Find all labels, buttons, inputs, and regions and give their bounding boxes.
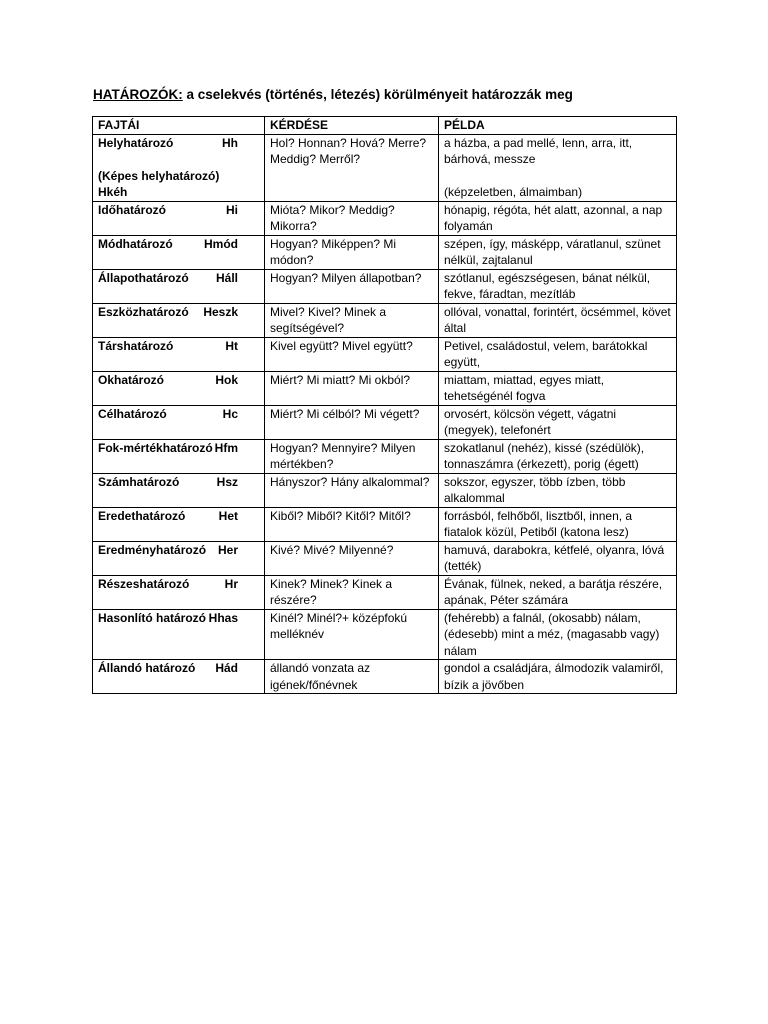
grammar-table (92, 116, 677, 694)
example-cell: forrásból, felhőből, lisztből, innen, a fiatalok közül, Petiből (katona lesz) (439, 507, 677, 541)
heading-text: a cselekvés (történés, létezés) körülményeit határozzák meg (182, 87, 573, 102)
type-sub-name: (Képes helyhatározó) (98, 168, 220, 183)
question-cell: Kivel együtt? Mivel együtt? (265, 337, 439, 371)
column-header-type: FAJTÁI (93, 117, 265, 135)
column-header-example: PÉLDA (439, 117, 677, 135)
question-cell: Hányszor? Hány alkalommal? (265, 473, 439, 507)
question-cell: Hogyan? Miképpen? Mi módon? (265, 235, 439, 269)
table-row (93, 405, 677, 439)
example-cell: Évának, fülnek, neked, a barátja részére, apának, Péter számára (439, 575, 677, 609)
type-name: Helyhatározó (98, 135, 174, 150)
example-cell: (fehérebb) a falnál, (okosabb) nálam, (édesebb) mint a méz, (magasabb vagy) nálam (439, 609, 677, 660)
type-sub-abbr: Hkéh (98, 185, 128, 199)
type-name: Fok-mértékhatározó (98, 440, 213, 455)
table-row (93, 303, 677, 337)
type-abbr: Hh (222, 135, 238, 150)
type-cell (93, 575, 265, 609)
type-cell (93, 405, 265, 439)
type-name: Eredményhatározó (98, 542, 207, 557)
table-row (93, 507, 677, 541)
type-name: Eredethatározó (98, 508, 186, 523)
question-cell: Kivé? Mivé? Milyenné? (265, 541, 439, 575)
type-abbr: Hok (215, 372, 238, 387)
table-row (93, 439, 677, 473)
table-row (93, 609, 677, 660)
type-abbr: Hmód (204, 236, 238, 251)
type-cell (93, 507, 265, 541)
type-cell (93, 541, 265, 575)
type-name: Okhatározó (98, 372, 165, 387)
example-text: a házba, a pad mellé, lenn, arra, itt, bárhová, messze (444, 135, 633, 166)
page-heading (93, 87, 573, 102)
type-name: Társhatározó (98, 338, 174, 353)
column-header-question: KÉRDÉSE (265, 117, 439, 135)
table-row (93, 473, 677, 507)
type-name: Módhatározó (98, 236, 173, 251)
type-name: Számhatározó (98, 474, 180, 489)
type-cell (93, 337, 265, 371)
type-abbr: Ht (225, 338, 238, 353)
example-cell: gondol a családjára, álmodozik valamiről, bízik a jövőben (439, 660, 677, 694)
type-abbr: Hsz (216, 474, 238, 489)
table-row (93, 575, 677, 609)
type-abbr: Het (218, 508, 238, 523)
type-cell (93, 660, 265, 694)
table-row (93, 337, 677, 371)
question-cell: Mióta? Mikor? Meddig? Mikorra? (265, 201, 439, 235)
heading-key: HATÁROZÓK: (93, 87, 183, 102)
type-name: Állapothatározó (98, 270, 189, 285)
question-cell: Miért? Mi miatt? Mi okból? (265, 371, 439, 405)
example-cell: sokszor, egyszer, több ízben, több alkalommal (439, 473, 677, 507)
type-abbr: Hc (222, 406, 238, 421)
question-cell: Hol? Honnan? Hová? Merre? Meddig? Merről? (265, 134, 439, 201)
type-abbr: Hr (224, 576, 238, 591)
question-cell: állandó vonzata az igének/főnévnek (265, 660, 439, 694)
example-cell: ollóval, vonattal, forintért, öcsémmel, követ által (439, 303, 677, 337)
type-name: Időhatározó (98, 202, 166, 217)
type-abbr: Heszk (203, 304, 238, 319)
example-cell: hamuvá, darabokra, kétfelé, olyanra, lóvá (tették) (439, 541, 677, 575)
type-cell (93, 473, 265, 507)
table-row (93, 660, 677, 694)
type-name: Állandó határozó (98, 661, 196, 675)
example-cell: szótlanul, egészségesen, bánat nélkül, fekve, fáradtan, mezítláb (439, 269, 677, 303)
table-row (93, 269, 677, 303)
table-row (93, 541, 677, 575)
table-row (93, 371, 677, 405)
question-cell: Hogyan? Milyen állapotban? (265, 269, 439, 303)
type-cell (93, 201, 265, 235)
type-cell (93, 439, 265, 473)
question-cell: Miért? Mi célból? Mi végett? (265, 405, 439, 439)
type-name: Hasonlító határozó (98, 610, 207, 625)
type-cell (93, 371, 265, 405)
question-cell: Kinél? Minél?+ középfokú melléknév (265, 609, 439, 660)
table-row (93, 134, 677, 201)
type-cell (93, 609, 265, 660)
type-cell (93, 134, 265, 201)
type-cell (93, 303, 265, 337)
type-abbr: Háll (215, 270, 238, 285)
question-cell: Hogyan? Mennyire? Milyen mértékben? (265, 439, 439, 473)
type-abbr: Her (217, 542, 238, 557)
type-name: Részeshatározó (98, 576, 190, 591)
example-cell: orvosért, kölcsön végett, vágatni (megyek), telefonért (439, 405, 677, 439)
type-cell (93, 269, 265, 303)
type-cell (93, 235, 265, 269)
example-cell (439, 134, 677, 201)
example-cell: miattam, miattad, egyes miatt, tehetségénél fogva (439, 371, 677, 405)
example-sub-text: (képzeletben, álmaimban) (444, 185, 583, 199)
type-abbr: Hi (226, 202, 238, 217)
table-row (93, 201, 677, 235)
example-cell: szokatlanul (nehéz), kissé (szédülök), tonnaszámra (érkezett), porig (égett) (439, 439, 677, 473)
example-cell: Petivel, családostul, velem, barátokkal együtt, (439, 337, 677, 371)
type-name: Eszközhatározó (98, 304, 189, 319)
type-abbr: Hhas (208, 610, 238, 625)
example-cell: szépen, így, másképp, váratlanul, szünet nélkül, zajtalanul (439, 235, 677, 269)
example-cell: hónapig, régóta, hét alatt, azonnal, a nap folyamán (439, 201, 677, 235)
question-cell: Mivel? Kivel? Minek a segítségével? (265, 303, 439, 337)
type-abbr: Hfm (214, 440, 238, 455)
type-name: Célhatározó (98, 406, 167, 421)
question-cell: Kinek? Minek? Kinek a részére? (265, 575, 439, 609)
question-cell: Kiből? Miből? Kitől? Mitől? (265, 507, 439, 541)
table-row (93, 235, 677, 269)
type-abbr: Hád (215, 661, 238, 675)
table-header-row (93, 117, 677, 135)
